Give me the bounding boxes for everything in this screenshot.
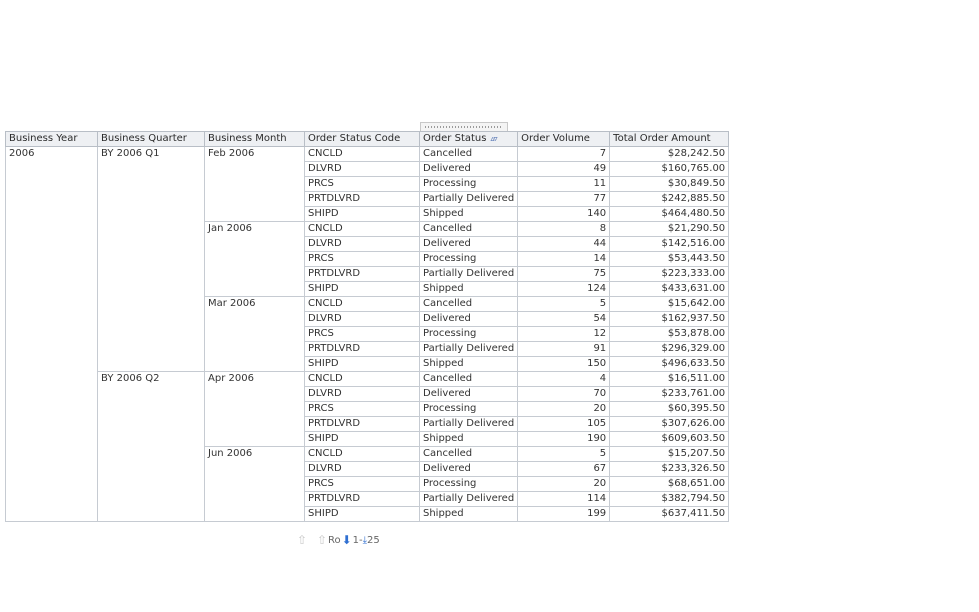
cell-order-status: Partially Delivered [420, 492, 518, 507]
cell-business-month: Jan 2006 [205, 222, 305, 297]
cell-total-order-amount: $60,395.50 [610, 402, 729, 417]
col-business-month[interactable]: Business Month [205, 132, 305, 147]
cell-order-status: Cancelled [420, 222, 518, 237]
cell-order-volume: 54 [518, 312, 610, 327]
cell-total-order-amount: $15,207.50 [610, 447, 729, 462]
cell-order-status: Cancelled [420, 297, 518, 312]
cell-total-order-amount: $382,794.50 [610, 492, 729, 507]
cell-order-status-code: PRCS [305, 252, 420, 267]
cell-order-status: Delivered [420, 462, 518, 477]
cell-order-volume: 77 [518, 192, 610, 207]
cell-order-status: Shipped [420, 207, 518, 222]
cell-order-status-code: DLVRD [305, 312, 420, 327]
cell-order-status: Delivered [420, 312, 518, 327]
cell-order-status-code: PRCS [305, 327, 420, 342]
cell-order-volume: 5 [518, 447, 610, 462]
pager-rows-label: Ro [328, 534, 341, 546]
cell-total-order-amount: $21,290.50 [610, 222, 729, 237]
sort-ascending-descending-icon[interactable]: ▵▿ [490, 134, 497, 143]
cell-order-status-code: DLVRD [305, 387, 420, 402]
cell-order-status: Processing [420, 327, 518, 342]
cell-order-status-code: DLVRD [305, 462, 420, 477]
cell-order-status-code: PRCS [305, 477, 420, 492]
col-order-status[interactable] [420, 132, 518, 147]
cell-order-status: Delivered [420, 387, 518, 402]
cell-order-volume: 75 [518, 267, 610, 282]
cell-total-order-amount: $68,651.00 [610, 477, 729, 492]
cell-order-status-code: PRTDLVRD [305, 192, 420, 207]
header-row [6, 132, 729, 147]
drag-dots [425, 126, 503, 128]
cell-order-status: Partially Delivered [420, 342, 518, 357]
cell-order-status: Cancelled [420, 372, 518, 387]
cell-order-volume: 20 [518, 402, 610, 417]
cell-order-status: Delivered [420, 237, 518, 252]
cell-order-volume: 4 [518, 372, 610, 387]
table-row [6, 147, 729, 162]
column-drag-handle[interactable] [420, 122, 508, 131]
col-order-status-code[interactable]: Order Status Code [305, 132, 420, 147]
cell-business-quarter: BY 2006 Q2 [98, 372, 205, 522]
cell-order-status: Shipped [420, 282, 518, 297]
cell-order-volume: 91 [518, 342, 610, 357]
cell-order-volume: 140 [518, 207, 610, 222]
cell-order-volume: 14 [518, 252, 610, 267]
arrow-end-icon[interactable]: ⤓ [362, 534, 368, 546]
pivot-table [5, 131, 729, 522]
cell-order-status-code: SHIPD [305, 357, 420, 372]
arrow-up-icon[interactable]: ⇧ [296, 533, 308, 547]
arrow-down-icon[interactable]: ⬇ [341, 533, 352, 547]
cell-order-status-code: SHIPD [305, 282, 420, 297]
col-total-order-amount[interactable]: Total Order Amount [610, 132, 729, 147]
cell-total-order-amount: $53,443.50 [610, 252, 729, 267]
pager-range: 1- [352, 534, 363, 546]
cell-total-order-amount: $30,849.50 [610, 177, 729, 192]
cell-order-status-code: DLVRD [305, 162, 420, 177]
cell-order-status-code: CNCLD [305, 297, 420, 312]
cell-total-order-amount: $307,626.00 [610, 417, 729, 432]
cell-order-status-code: PRCS [305, 177, 420, 192]
cell-total-order-amount: $16,511.00 [610, 372, 729, 387]
col-order-volume[interactable]: Order Volume [518, 132, 610, 147]
cell-total-order-amount: $162,937.50 [610, 312, 729, 327]
cell-order-status: Partially Delivered [420, 417, 518, 432]
cell-order-volume: 124 [518, 282, 610, 297]
cell-order-volume: 114 [518, 492, 610, 507]
cell-total-order-amount: $233,761.00 [610, 387, 729, 402]
cell-order-status-code: CNCLD [305, 222, 420, 237]
cell-order-status: Partially Delivered [420, 267, 518, 282]
cell-order-volume: 67 [518, 462, 610, 477]
cell-order-volume: 5 [518, 297, 610, 312]
cell-total-order-amount: $233,326.50 [610, 462, 729, 477]
cell-order-volume: 105 [518, 417, 610, 432]
cell-order-status-code: CNCLD [305, 147, 420, 162]
cell-order-status-code: SHIPD [305, 207, 420, 222]
cell-order-volume: 7 [518, 147, 610, 162]
cell-total-order-amount: $296,329.00 [610, 342, 729, 357]
cell-total-order-amount: $223,333.00 [610, 267, 729, 282]
cell-order-volume: 49 [518, 162, 610, 177]
arrow-up-icon-2[interactable]: ⇧ [316, 533, 328, 547]
cell-order-status: Delivered [420, 162, 518, 177]
cell-order-status-code: PRTDLVRD [305, 417, 420, 432]
cell-total-order-amount: $142,516.00 [610, 237, 729, 252]
cell-order-status-code: SHIPD [305, 507, 420, 522]
cell-order-status: Processing [420, 402, 518, 417]
cell-order-status: Processing [420, 177, 518, 192]
cell-order-status: Processing [420, 477, 518, 492]
cell-order-volume: 150 [518, 357, 610, 372]
cell-order-volume: 12 [518, 327, 610, 342]
cell-order-status: Processing [420, 252, 518, 267]
cell-order-volume: 8 [518, 222, 610, 237]
cell-order-volume: 20 [518, 477, 610, 492]
cell-business-month: Mar 2006 [205, 297, 305, 372]
cell-business-quarter: BY 2006 Q1 [98, 147, 205, 372]
cell-business-year: 2006 [6, 147, 98, 522]
cell-total-order-amount: $609,603.50 [610, 432, 729, 447]
cell-total-order-amount: $637,411.50 [610, 507, 729, 522]
table-row [6, 372, 729, 387]
cell-order-volume: 190 [518, 432, 610, 447]
cell-order-status-code: PRTDLVRD [305, 492, 420, 507]
cell-order-status-code: CNCLD [305, 447, 420, 462]
pager [296, 532, 380, 548]
col-business-year[interactable]: Business Year [6, 132, 98, 147]
cell-order-volume: 70 [518, 387, 610, 402]
cell-total-order-amount: $496,633.50 [610, 357, 729, 372]
cell-order-status-code: PRCS [305, 402, 420, 417]
cell-total-order-amount: $53,878.00 [610, 327, 729, 342]
cell-total-order-amount: $464,480.50 [610, 207, 729, 222]
cell-order-status: Shipped [420, 432, 518, 447]
cell-order-volume: 44 [518, 237, 610, 252]
cell-order-status-code: CNCLD [305, 372, 420, 387]
cell-total-order-amount: $433,631.00 [610, 282, 729, 297]
cell-order-status-code: DLVRD [305, 237, 420, 252]
cell-business-month: Feb 2006 [205, 147, 305, 222]
col-order-status-label: Order Status [423, 133, 487, 144]
cell-total-order-amount: $15,642.00 [610, 297, 729, 312]
col-business-quarter[interactable]: Business Quarter [98, 132, 205, 147]
cell-order-status: Partially Delivered [420, 192, 518, 207]
cell-business-month: Jun 2006 [205, 447, 305, 522]
cell-order-status-code: SHIPD [305, 432, 420, 447]
cell-order-status: Cancelled [420, 147, 518, 162]
cell-order-status: Shipped [420, 507, 518, 522]
cell-total-order-amount: $242,885.50 [610, 192, 729, 207]
cell-business-month: Apr 2006 [205, 372, 305, 447]
cell-total-order-amount: $160,765.00 [610, 162, 729, 177]
cell-order-volume: 199 [518, 507, 610, 522]
cell-order-status-code: PRTDLVRD [305, 342, 420, 357]
cell-order-status: Cancelled [420, 447, 518, 462]
pager-total: 25 [367, 534, 380, 546]
cell-order-status: Shipped [420, 357, 518, 372]
cell-order-volume: 11 [518, 177, 610, 192]
cell-order-status-code: PRTDLVRD [305, 267, 420, 282]
cell-total-order-amount: $28,242.50 [610, 147, 729, 162]
